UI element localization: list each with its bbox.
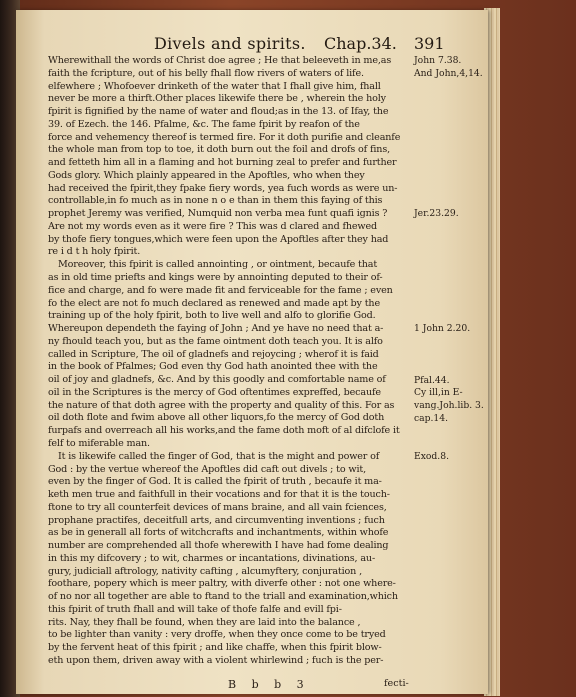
margin-note: John 7.38. [414, 55, 462, 66]
book-page [16, 10, 488, 694]
text-line: re i d t h holy fpirit. [48, 246, 141, 258]
margin-note: vang.Joh.lib. 3. [414, 400, 484, 412]
margin-note: Cy ill,in E- [414, 387, 463, 399]
chapter-label: Chap.34. [324, 34, 397, 53]
text-line: foothare, popery which is meer paltry, with diverfe other : not one where- [48, 578, 396, 590]
text-line: prophet Jeremy was verified, Numquid non verba mea funt quafi ignis ? [48, 208, 388, 220]
margin-note: Pfal.44. [414, 374, 450, 386]
text-line: oil doth flote and fwim above all other liquors,fo the mercy of God doth [48, 412, 385, 424]
text-line: number are comprehended all thofe wherewith I have had fome dealing [48, 540, 389, 552]
text-line: Moreover, this fpirit is called annointing , or ointment, becaufe that [58, 259, 378, 271]
text-line: to be lighter than vanity : very droffe, when they once come to be tryed [48, 629, 386, 641]
running-title: Divels and spirits. [154, 34, 306, 53]
text-line: oil in the Scriptures is the mercy of God oftentimes expreffed, becaufe [48, 386, 381, 398]
text-line: training up of the holy fpirit, both to live well and alfo to glorifie God. [48, 310, 376, 322]
text-line: keth men true and faithfull in their vocations and for that it is the touch- [48, 489, 390, 501]
text-line: and fetteth him all in a flaming and hot burning zeal to prefer and further [48, 157, 397, 169]
text-line: eth upon them, driven away with a violent whirlewind ; fuch is the per- [48, 654, 384, 666]
text-line: this fpirit of truth fhall and will take of thofe falfe and evill fpi- [48, 603, 342, 615]
margin-note: And John,4,14. [414, 67, 483, 79]
text-line: fice and charge, and fo were made fit and ferviceable for the fame ; even [48, 284, 393, 296]
text-line: the whole man from top to toe, it doth burn out the foil and drofs of fins, [48, 144, 390, 156]
running-header [154, 34, 444, 56]
text-line: gury, judiciall aftrology, nativity cafting , alcumyftery, conjuration , [48, 565, 362, 577]
text-line: never be more a thirft.Other places likewife there be , wherein the holy [48, 93, 386, 105]
text-line: force and vehemency thereof is termed fire. For it doth purifie and cleanfe [48, 131, 401, 143]
margin-note: cap.14. [414, 412, 449, 424]
text-line: Gods glory. Which plainly appeared in the Apoftles, who when they [48, 169, 365, 181]
text-line: as in old time priefts and kings were by annointing deputed to their of- [48, 272, 383, 284]
text-line: felf to miferable man. [48, 437, 150, 449]
text-line: of no nor all together are able to ftand to the triall and examination,which [48, 591, 398, 603]
margin-note: Jer.23.29. [414, 208, 459, 220]
catchword: fecti- [384, 678, 409, 689]
margin-note: Exod.8. [414, 451, 449, 463]
text-line: oil of joy and gladnefs, &c. And by this goodly and comfortable name of [48, 374, 386, 386]
text-line: Are not my words even as it were fire ? This was d clared and fhewed [48, 220, 378, 232]
text-line: Wherewithall the words of Christ doe agree ; He that beleeveth in me,as [48, 55, 392, 66]
text-line: Whereupon dependeth the faying of John ; And ye have no need that a- [48, 323, 384, 335]
text-line: fpirit is fignified by the name of water and floud;as in the 13. of Ifay, the [48, 106, 389, 118]
text-line: ny fhould teach you, but as the fame ointment doth teach you. It is alfo [48, 335, 383, 347]
text-line: God : by the vertue whereof the Apoftles did caft out divels ; to wit, [48, 463, 366, 475]
text-line: by the fervent heat of this fpirit ; and like chaffe, when this fpirit blow- [48, 642, 382, 654]
text-line: in this my difcovery ; to wit, charmes or incantations, divinations, au- [48, 552, 376, 564]
text-line: called in Scripture, The oil of gladnefs and rejoycing ; wherof it is faid [48, 348, 379, 360]
text-line: the nature of that doth agree with the property and quality of this. For as [48, 399, 395, 411]
signature-mark: B b b 3 [228, 678, 310, 691]
text-line: as be in generall all forts of witchcrafts and inchantments, within whofe [48, 527, 389, 539]
text-line: It is likewife called the finger of God, that is the might and power of [58, 450, 380, 462]
text-line: by thofe fiery tongues,which were feen upon the Apoftles after they had [48, 233, 389, 245]
text-line: had received the fpirit,they fpake fiery words, yea fuch words as were un- [48, 182, 398, 194]
text-line: even by the finger of God. It is called the fpirit of truth , becaufe it ma- [48, 476, 382, 488]
text-line: faith the fcripture, out of his belly fhall flow rivers of waters of life. [48, 67, 364, 79]
margin-note: 1 John 2.20. [414, 323, 471, 335]
text-line: elfewhere ; Whofoever drinketh of the water that I fhall give him, fhall [48, 80, 381, 92]
text-line: furpafs and overreach all his works,and the fame doth moft of al difclofe it [48, 425, 400, 437]
body-text [48, 55, 408, 668]
text-line: 39. of Ezech. the 146. Pfalme, &c. The fame fpirit by reafon of the [48, 118, 360, 130]
text-line: in the book of Pfalmes; God even thy God hath anointed thee with the [48, 361, 378, 373]
text-line: ftone to try all counterfeit devices of mans braine, and all vain fciences, [48, 501, 387, 513]
text-line: controllable,in fo much as in none n o e than in them this faying of this [48, 195, 383, 207]
text-line: fo the elect are not fo much declared as renewed and made apt by the [48, 297, 380, 309]
text-line: prophane practifes, deceitfull arts, and circumventing inventions ; fuch [48, 514, 385, 526]
text-line: rits. Nay, they fhall be found, when they are laid into the balance , [48, 616, 361, 628]
page-number: 391 [414, 34, 445, 53]
